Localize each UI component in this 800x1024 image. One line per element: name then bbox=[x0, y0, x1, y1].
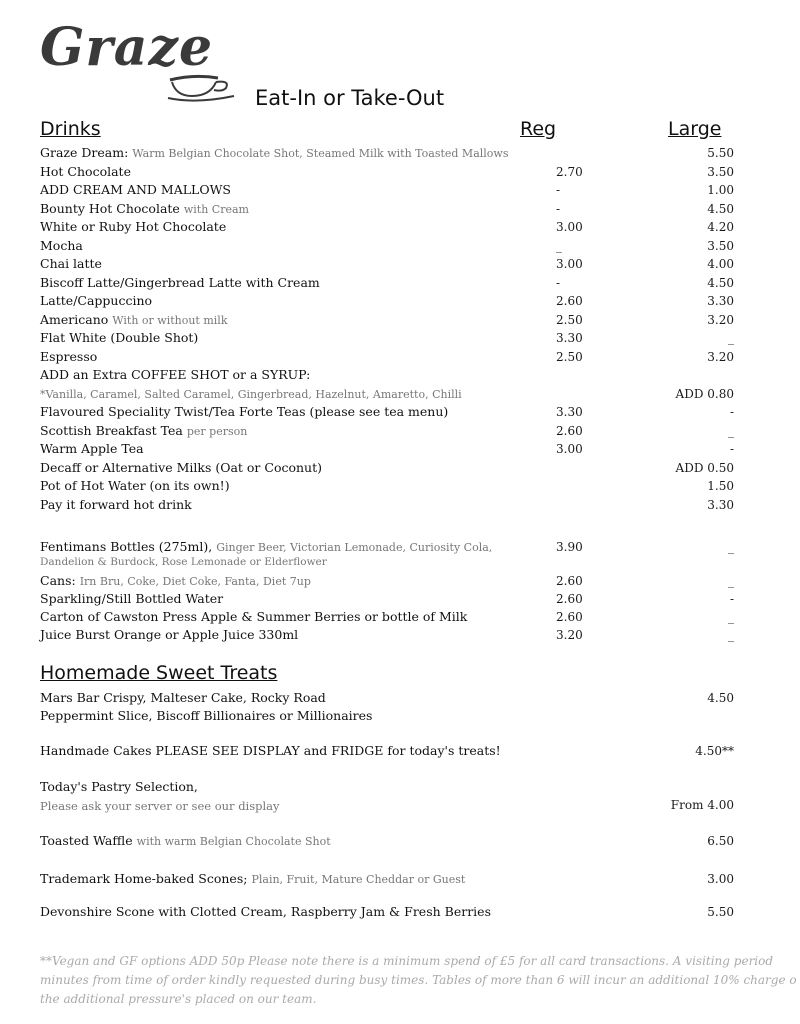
menu-item-row bbox=[40, 218, 230, 236]
menu-item-name: Flat White (Double Shot) bbox=[40, 330, 199, 345]
menu-item-reg-price: 3.20 bbox=[556, 628, 583, 642]
coffee-cup-icon bbox=[166, 66, 242, 104]
menu-item-name: Juice Burst Orange or Apple Juice 330ml bbox=[40, 627, 299, 642]
menu-item-description: with Cream bbox=[183, 202, 249, 216]
menu-item-row bbox=[40, 200, 249, 218]
menu-item-large-price: 4.20 bbox=[707, 220, 734, 234]
menu-item-row bbox=[40, 422, 247, 440]
menu-item-row bbox=[40, 144, 508, 162]
menu-item-large-price: ADD 0.50 bbox=[675, 460, 734, 475]
menu-item-row bbox=[40, 329, 202, 347]
waffle-price: 6.50 bbox=[707, 834, 734, 848]
fentimans-sub-description: Dandelion & Burdock, Rose Lemonade or Elderflower bbox=[40, 556, 327, 568]
treats-line-1: Mars Bar Crispy, Malteser Cake, Rocky Road bbox=[40, 690, 326, 705]
menu-item-name: Graze Dream: bbox=[40, 145, 129, 160]
waffle-line: Toasted Waffle with warm Belgian Chocolate Shot bbox=[40, 833, 331, 848]
menu-item-large-price: 1.50 bbox=[707, 479, 734, 493]
menu-item-name: Biscoff Latte/Gingerbread Latte with Cream bbox=[40, 274, 320, 290]
menu-item-large-price: 3.50 bbox=[707, 238, 734, 253]
menu-item-row bbox=[40, 274, 324, 292]
menu-item-large-price: 3.30 bbox=[707, 294, 734, 308]
menu-item-row bbox=[40, 608, 471, 626]
menu-item-row bbox=[40, 181, 235, 199]
menu-item-large-price: _ bbox=[728, 628, 734, 642]
menu-item-reg-price: 3.30 bbox=[556, 405, 583, 419]
footer-line-3: the additional pressure's placed on our team. bbox=[40, 992, 317, 1006]
menu-item-row bbox=[40, 538, 492, 556]
menu-subtitle: Eat-In or Take-Out bbox=[255, 86, 445, 110]
menu-item-large-price: 3.20 bbox=[707, 312, 734, 327]
menu-item-name: Sparkling/Still Bottled Water bbox=[40, 591, 224, 606]
menu-item-row bbox=[40, 477, 234, 495]
devonshire-price: 5.50 bbox=[707, 905, 734, 919]
menu-item-row bbox=[40, 292, 156, 310]
scones-line: Trademark Home-baked Scones; Plain, Fruit, Mature Cheddar or Guest bbox=[40, 871, 466, 886]
menu-item-row bbox=[40, 572, 311, 590]
menu-item-large-price: _ bbox=[728, 610, 734, 624]
cakes-line: Handmade Cakes PLEASE SEE DISPLAY and FRIDGE for today's treats! bbox=[40, 743, 501, 758]
menu-item-large-price: 3.30 bbox=[707, 497, 734, 512]
menu-item-reg-price: 3.00 bbox=[556, 220, 583, 234]
menu-item-name: Bounty Hot Chocolate bbox=[40, 200, 180, 216]
menu-item-description: Irn Bru, Coke, Diet Coke, Fanta, Diet 7up bbox=[79, 575, 311, 588]
menu-item-large-price: 4.00 bbox=[707, 257, 734, 271]
menu-item-reg-price: - bbox=[556, 201, 561, 216]
pastry-sub: Please ask your server or see our display bbox=[40, 799, 280, 813]
menu-item-row bbox=[40, 385, 462, 403]
menu-item-reg-price: 2.50 bbox=[556, 312, 583, 327]
menu-item-reg-price: 2.60 bbox=[556, 294, 583, 308]
menu-item-reg-price: - bbox=[556, 275, 561, 290]
menu-item-row bbox=[40, 626, 302, 644]
menu-item-description: per person bbox=[186, 424, 248, 438]
menu-item-name: Scottish Breakfast Tea bbox=[40, 422, 183, 438]
menu-item-name: Pay it forward hot drink bbox=[40, 496, 192, 512]
menu-item-large-price: 3.20 bbox=[707, 349, 734, 364]
menu-item-reg-price: 3.30 bbox=[556, 331, 583, 345]
brand-logo: Graze bbox=[40, 17, 214, 78]
menu-item-large-price: ADD 0.80 bbox=[675, 386, 734, 401]
menu-item-name: Flavoured Speciality Twist/Tea Forte Teas (please see tea menu) bbox=[40, 404, 449, 419]
menu-item-row bbox=[40, 311, 228, 329]
menu-item-large-price: _ bbox=[728, 540, 734, 554]
menu-item-name: Mocha bbox=[40, 237, 83, 253]
menu-item-description: Warm Belgian Chocolate Shot, Steamed Milk with Toasted Mallows bbox=[132, 147, 509, 160]
menu-item-reg-price: 2.50 bbox=[556, 349, 583, 364]
devonshire-line: Devonshire Scone with Clotted Cream, Raspberry Jam & Fresh Berries bbox=[40, 904, 491, 919]
menu-item-row bbox=[40, 366, 314, 384]
treats-line-2: Peppermint Slice, Biscoff Billionaires or Millionaires bbox=[40, 708, 373, 723]
menu-item-name: Cans: bbox=[40, 573, 76, 588]
menu-item-row bbox=[40, 403, 452, 421]
menu-item-name: Latte/Cappuccino bbox=[40, 293, 153, 308]
menu-item-large-price: 4.50 bbox=[707, 201, 734, 216]
menu-item-name: Warm Apple Tea bbox=[40, 441, 144, 456]
menu-item-name: Fentimans Bottles (275ml), bbox=[40, 539, 213, 554]
menu-item-reg-price: - bbox=[556, 183, 561, 197]
menu-item-large-price: _ bbox=[728, 423, 734, 438]
menu-item-reg-price: 2.70 bbox=[556, 164, 583, 179]
menu-item-name: ADD CREAM AND MALLOWS bbox=[40, 182, 231, 197]
menu-item-row bbox=[40, 348, 101, 366]
cakes-price: 4.50** bbox=[695, 744, 734, 758]
menu-item-row bbox=[40, 163, 135, 181]
menu-item-name: White or Ruby Hot Chocolate bbox=[40, 219, 227, 234]
menu-item-name: Pot of Hot Water (on its own!) bbox=[40, 478, 230, 493]
menu-item-row bbox=[40, 496, 196, 514]
menu-item-row bbox=[40, 590, 227, 608]
treats-heading: Homemade Sweet Treats bbox=[40, 662, 278, 684]
menu-item-reg-price: 2.60 bbox=[556, 610, 583, 624]
menu-item-large-price: 4.50 bbox=[707, 275, 734, 290]
menu-item-name: ADD an Extra COFFEE SHOT or a SYRUP: bbox=[40, 367, 311, 382]
menu-item-reg-price: 2.60 bbox=[556, 574, 583, 588]
footer-notes bbox=[40, 952, 800, 1009]
menu-item-name: Decaff or Alternative Milks (Oat or Coconut) bbox=[40, 459, 323, 475]
menu-item-large-price: - bbox=[729, 442, 734, 456]
menu-item-row bbox=[40, 459, 326, 477]
pastry-price: From 4.00 bbox=[670, 798, 734, 812]
menu-item-reg-price: 3.90 bbox=[556, 540, 583, 554]
menu-item-large-price: 1.00 bbox=[707, 183, 734, 197]
menu-item-description: *Vanilla, Caramel, Salted Caramel, Gingerbread, Hazelnut, Amaretto, Chilli bbox=[40, 387, 462, 401]
menu-item-large-price: 5.50 bbox=[707, 146, 734, 160]
treats-line-1-price: 4.50 bbox=[707, 691, 734, 705]
menu-item-description: With or without milk bbox=[112, 313, 228, 327]
menu-item-reg-price: 2.60 bbox=[556, 592, 583, 606]
menu-item-name: Hot Chocolate bbox=[40, 163, 131, 179]
menu-item-name: Chai latte bbox=[40, 256, 102, 271]
menu-item-reg-price: _ bbox=[556, 238, 562, 253]
reg-column-heading: Reg bbox=[520, 118, 557, 140]
menu-item-name: Carton of Cawston Press Apple & Summer Berries or bottle of Milk bbox=[40, 609, 468, 624]
footer-line-1: **Vegan and GF options ADD 50p Please note there is a minimum spend of £5 for all card transactions. A visiting period bbox=[40, 954, 774, 968]
menu-item-large-price: - bbox=[729, 592, 734, 606]
menu-item-reg-price: 3.00 bbox=[556, 257, 583, 271]
menu-item-name: Espresso bbox=[40, 348, 98, 364]
menu-item-reg-price: 3.00 bbox=[556, 442, 583, 456]
menu-item-reg-price: 2.60 bbox=[556, 423, 583, 438]
menu-item-description: Ginger Beer, Victorian Lemonade, Curiosity Cola, bbox=[216, 541, 493, 554]
menu-item-large-price: _ bbox=[728, 331, 734, 345]
menu-item-large-price: 3.50 bbox=[707, 164, 734, 179]
pastry-line: Today's Pastry Selection, bbox=[40, 779, 198, 794]
menu-item-row bbox=[40, 440, 148, 458]
drinks-heading: Drinks bbox=[40, 118, 101, 140]
menu-item-name: Americano bbox=[40, 311, 109, 327]
menu-item-row bbox=[40, 237, 87, 255]
menu-item-row bbox=[40, 255, 106, 273]
scones-price: 3.00 bbox=[707, 872, 734, 886]
large-column-heading: Large bbox=[668, 118, 722, 140]
menu-item-large-price: - bbox=[729, 405, 734, 419]
menu-item-large-price: _ bbox=[728, 574, 734, 588]
footer-line-2: minutes from time of order kindly requested during busy times. Tables of more than 6 will incur an additional 10% charge o bbox=[40, 973, 797, 987]
